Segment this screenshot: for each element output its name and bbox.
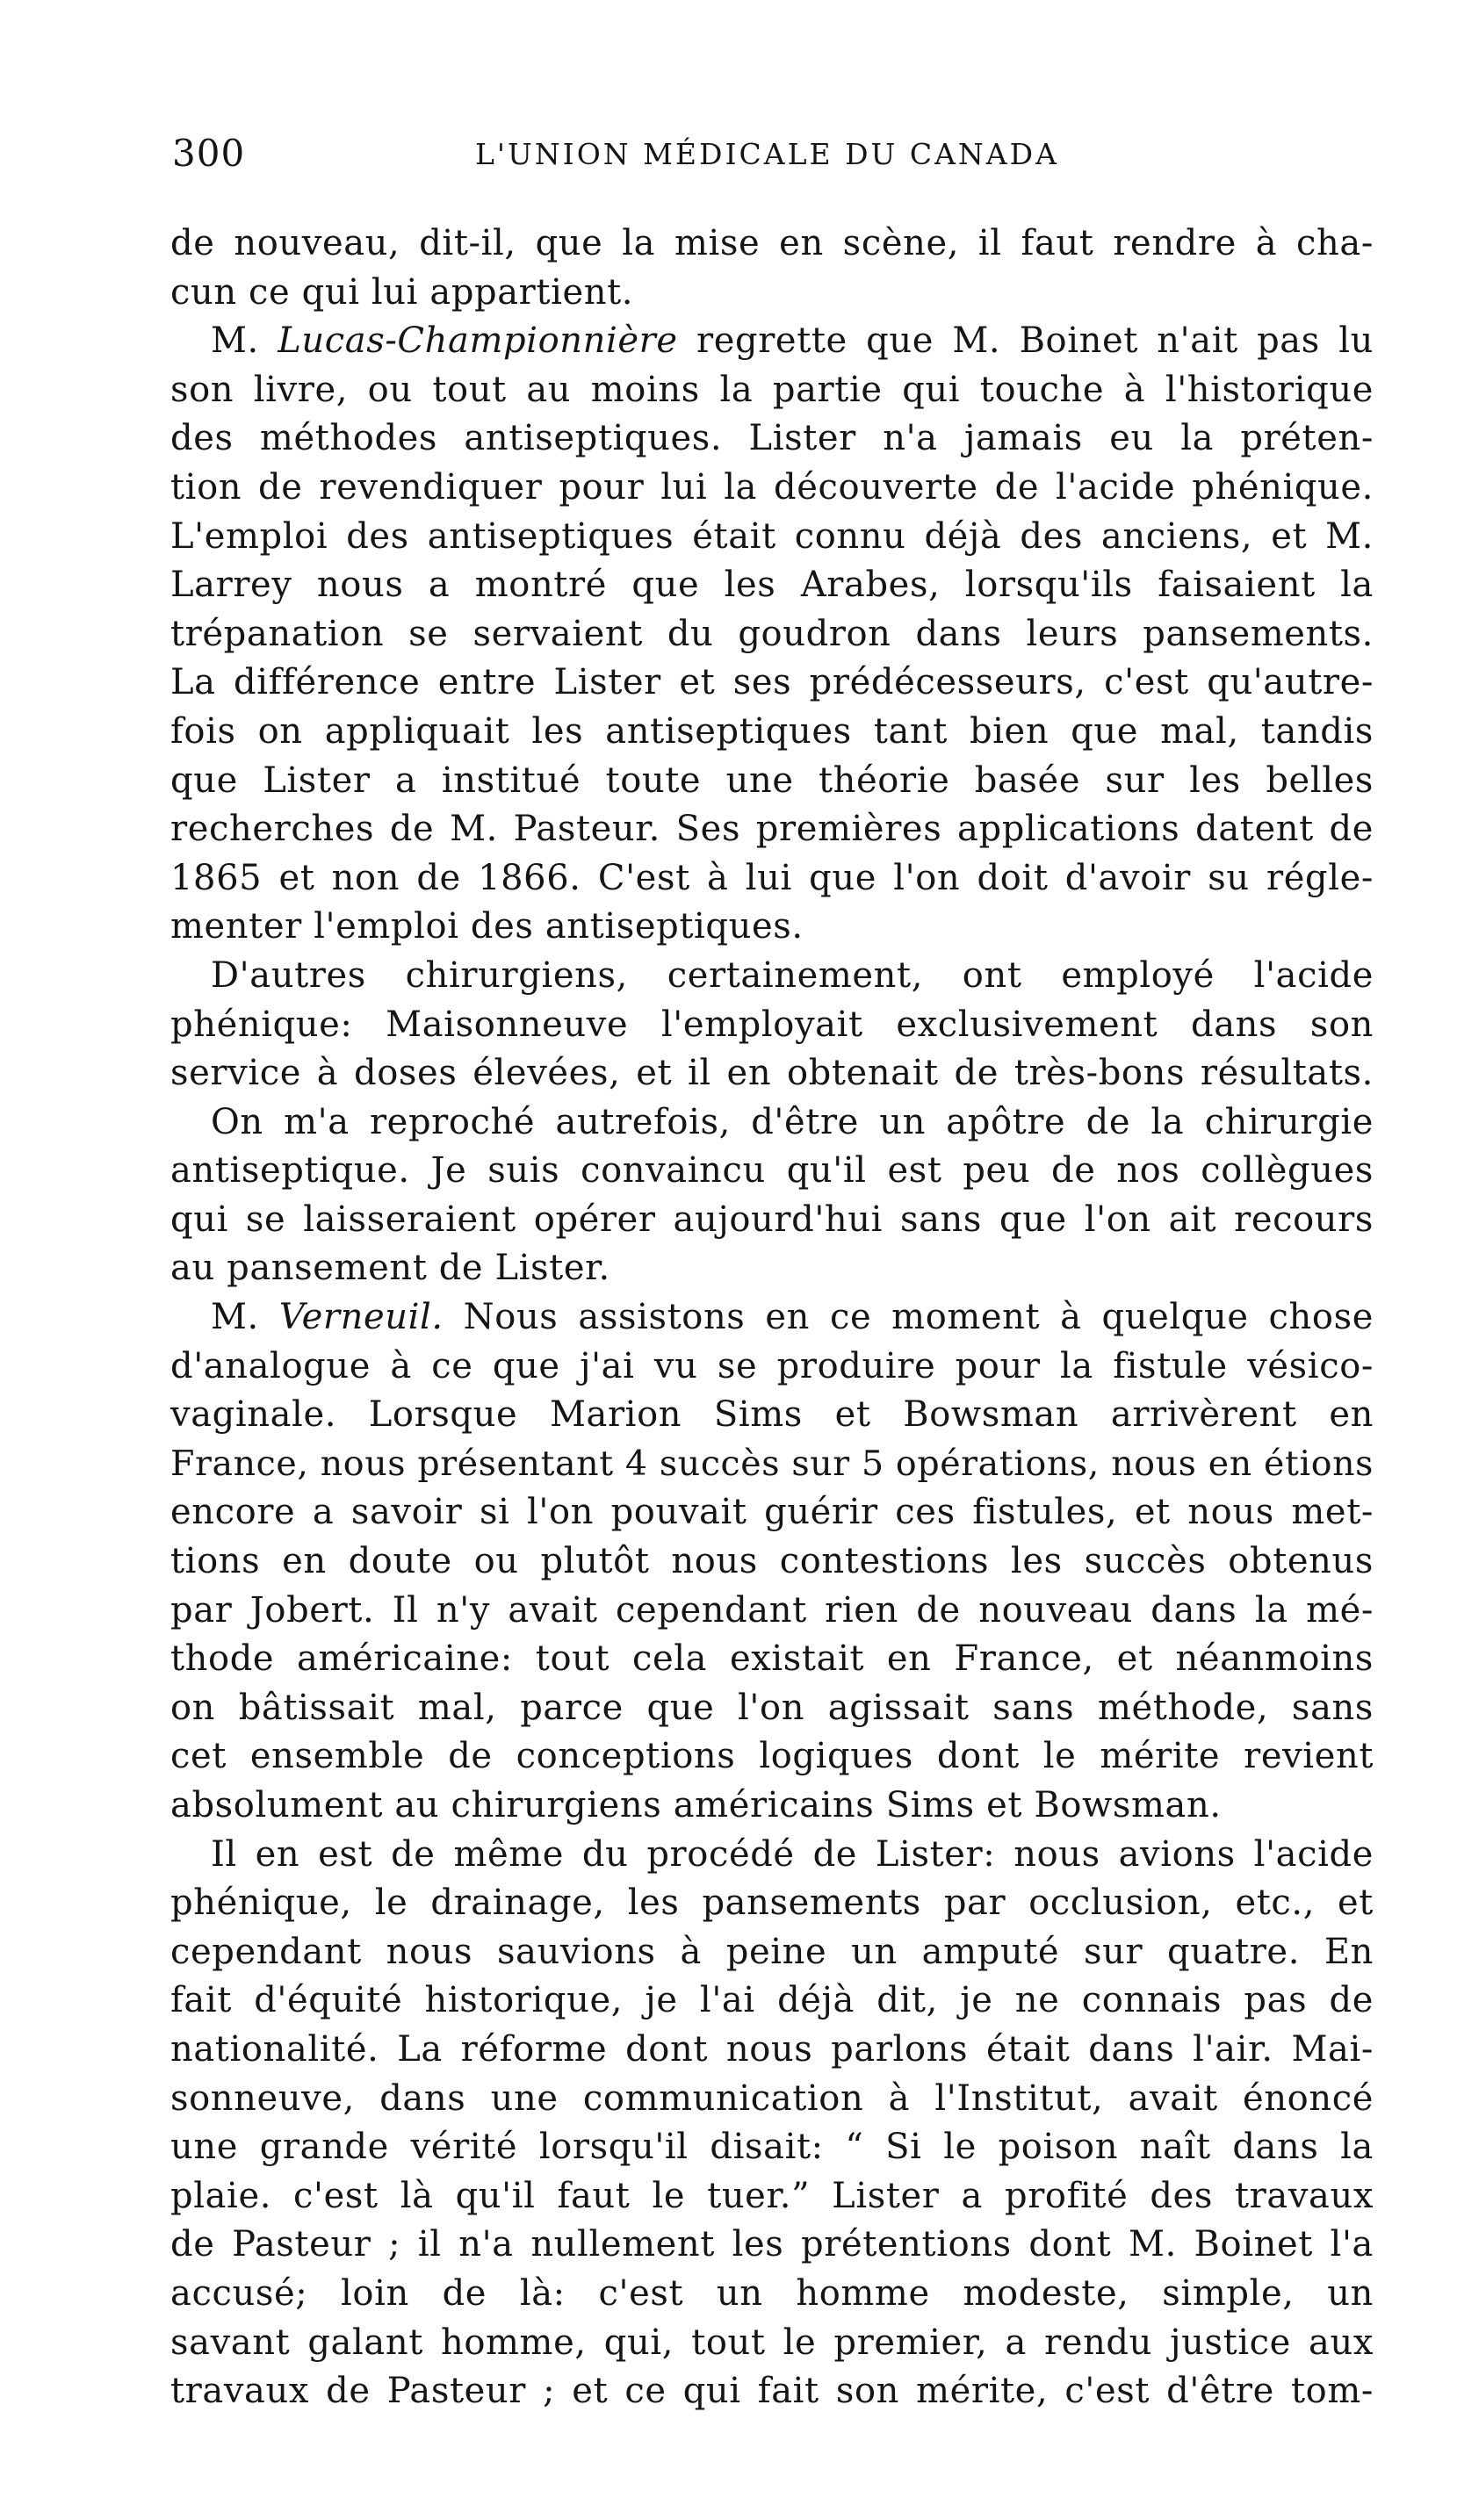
text-line [170, 2075, 1374, 2124]
line-text: tions en doute ou plutôt nous contestions les succès obtenus [170, 1541, 1374, 1582]
line-text: accusé; loin de là: c'est un homme modeste, simple, un [170, 2272, 1374, 2314]
text-line [170, 1537, 1374, 1587]
line-text: qui se laisseraient opérer aujourd'hui sans que l'on ait recours [170, 1199, 1374, 1240]
line-text: que Lister a institué toute une théorie basée sur les belles [170, 760, 1374, 801]
text-line [170, 854, 1374, 904]
line-text: d'analogue à ce que j'ai vu se produire pour la fistule vésico- [170, 1345, 1374, 1386]
line-text: France, nous présentant 4 succès sur 5 opérations, nous en étions [170, 1443, 1374, 1484]
text-line [170, 2221, 1374, 2270]
text-line [170, 1244, 1374, 1293]
text-line [170, 366, 1374, 415]
text-line [170, 659, 1374, 708]
line-text: recherches de M. Pasteur. Ses premières applications datent de [170, 809, 1374, 850]
line-prefix: M. [211, 1297, 279, 1338]
line-text: des méthodes antiseptiques. Lister n'a jamais eu la préten- [170, 418, 1374, 459]
text-line [170, 1831, 1374, 1880]
line-text: encore a savoir si l'on pouvait guérir ces fistules, et nous met- [170, 1492, 1374, 1533]
text-line [170, 2123, 1374, 2172]
line-text: son livre, ou tout au moins la partie qui touche à l'historique [170, 369, 1374, 410]
text-line [170, 2172, 1374, 2221]
line-text: vaginale. Lorsque Marion Sims et Bowsman arrivèrent en [170, 1394, 1374, 1436]
line-text: au pansement de Lister. [170, 1248, 610, 1289]
line-text: de Pasteur ; il n'a nullement les prétentions dont M. Boinet l'a [170, 2224, 1374, 2265]
text-line [170, 1343, 1374, 1392]
line-text: La différence entre Lister et ses prédécesseurs, c'est qu'autre- [170, 662, 1374, 703]
text-line [170, 464, 1374, 513]
line-text: regrette que M. Boinet n'ait pas lu [677, 320, 1374, 362]
line-text: par Jobert. Il n'y avait cependant rien de nouveau dans la mé- [170, 1589, 1374, 1631]
line-text: nationalité. La réforme dont nous parlons était dans l'air. Mai- [170, 2028, 1374, 2070]
line-text: antiseptique. Je suis convaincu qu'il est peu de nos collègues [170, 1150, 1374, 1192]
line-text: on bâtissait mal, parce que l'on agissait sans méthode, sans [170, 1687, 1374, 1728]
text-line [170, 757, 1374, 806]
line-text: On m'a reproché autrefois, d'être un apôtre de la chirurgie [211, 1101, 1374, 1142]
line-text: service à doses élevées, et il en obtenait de très-bons résultats. [170, 1053, 1374, 1094]
text-line [170, 952, 1374, 1001]
line-text: thode américaine: tout cela existait en France, et néanmoins [170, 1638, 1374, 1680]
text-line [170, 903, 1374, 952]
text-line [170, 2026, 1374, 2075]
line-text: une grande vérité lorsqu'il disait: “ Si le poison naît dans la [170, 2127, 1374, 2168]
text-line [170, 1098, 1374, 1148]
text-line [170, 2270, 1374, 2319]
line-text: Il en est de même du procédé de Lister: nous avions l'acide [211, 1833, 1374, 1875]
text-line [170, 2319, 1374, 2368]
text-line [170, 1440, 1374, 1489]
text-line [170, 1732, 1374, 1782]
line-text: plaie. c'est là qu'il faut le tuer.” Lister a profité des travaux [170, 2175, 1374, 2216]
speaker-name: Lucas-Championnière [278, 320, 678, 362]
text-line [170, 1684, 1374, 1733]
line-text: 1865 et non de 1866. C'est à lui que l'on doit d'avoir su régle- [170, 857, 1374, 898]
speaker-name: Verneuil. [278, 1297, 444, 1338]
text-line [170, 1976, 1374, 2026]
page-number: 300 [172, 132, 246, 175]
line-text: cependant nous sauvions à peine un amputé sur quatre. En [170, 1931, 1374, 1972]
text-line [170, 1196, 1374, 1245]
text-line [170, 2367, 1374, 2416]
text-line [170, 414, 1374, 464]
line-text: L'emploi des antiseptiques était connu déjà des anciens, et M. [170, 515, 1374, 557]
text-line [170, 1147, 1374, 1196]
text-line [170, 1587, 1374, 1636]
text-line [170, 1001, 1374, 1050]
text-line [170, 1488, 1374, 1537]
line-text: trépanation se servaient du goudron dans leurs pansements. [170, 613, 1374, 654]
text-line [170, 1879, 1374, 1928]
line-text: de nouveau, dit-il, que la mise en scène, il faut rendre à cha- [170, 223, 1374, 263]
text-line [170, 1635, 1374, 1684]
line-text: menter l'emploi des antiseptiques. [170, 906, 804, 947]
line-prefix: M. [211, 320, 278, 362]
text-line [170, 1293, 1374, 1343]
text-line [170, 1782, 1374, 1831]
line-text: cun ce qui lui appartient. [170, 271, 634, 313]
text-line [170, 708, 1374, 757]
body-text [170, 220, 1374, 2416]
text-line [170, 805, 1374, 854]
line-text: D'autres chirurgiens, certainement, ont employé l'acide [211, 954, 1374, 996]
line-text: travaux de Pasteur ; et ce qui fait son mérite, c'est d'être tom- [170, 2371, 1374, 2412]
text-line [170, 1928, 1374, 1977]
text-line [170, 317, 1374, 366]
text-line [170, 220, 1374, 269]
text-line [170, 1049, 1374, 1098]
line-text: fait d'équité historique, je l'ai déjà dit, je ne connais pas de [170, 1980, 1374, 2021]
line-text: tion de revendiquer pour lui la découverte de l'acide phénique. [170, 466, 1374, 508]
line-text: sonneuve, dans une communication à l'Institut, avait énoncé [170, 2077, 1374, 2119]
line-text: Larrey nous a montré que les Arabes, lorsqu'ils faisaient la [170, 565, 1374, 606]
text-line [170, 269, 1374, 318]
line-text: phénique: Maisonneuve l'employait exclusivement dans son [170, 1004, 1374, 1045]
line-text: Nous assistons en ce moment à quelque chose [443, 1297, 1374, 1338]
line-text: absolument au chirurgiens américains Sims et Bowsman. [170, 1785, 1222, 1825]
text-line [170, 610, 1374, 659]
line-text: phénique, le drainage, les pansements par occlusion, etc., et [170, 1883, 1374, 1924]
page-header [172, 132, 1101, 184]
text-line [170, 1391, 1374, 1440]
running-title: L'UNION MÉDICALE DU CANADA [475, 137, 1059, 171]
line-text: cet ensemble de conceptions logiques dont le mérite revient [170, 1736, 1374, 1777]
text-line [170, 561, 1374, 610]
line-text: savant galant homme, qui, tout le premier, a rendu justice aux [170, 2322, 1374, 2363]
text-line [170, 513, 1374, 562]
line-text: fois on appliquait les antiseptiques tant bien que mal, tandis [170, 710, 1374, 752]
